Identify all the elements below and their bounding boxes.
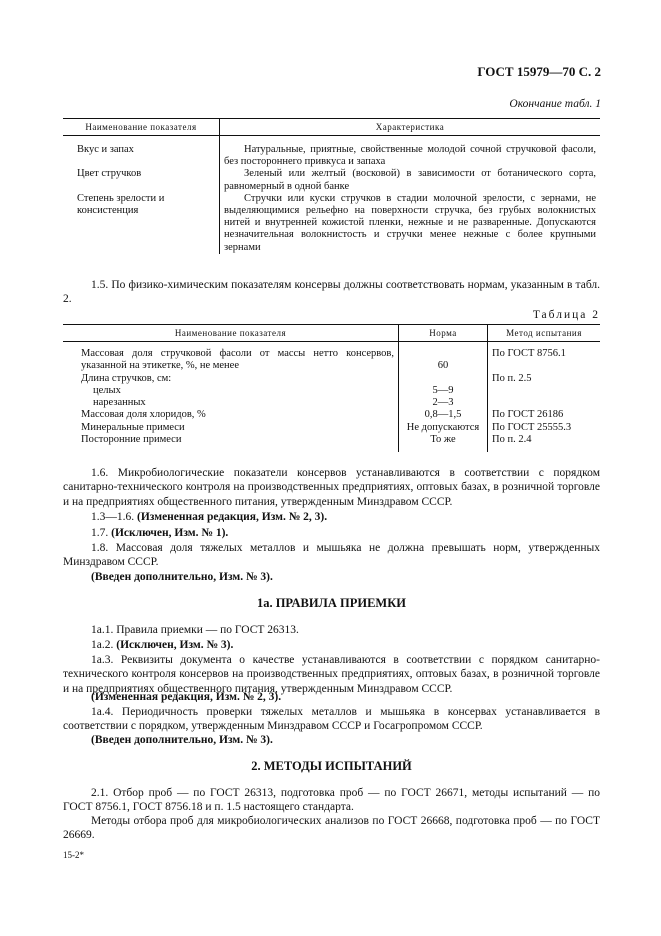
amendment-1-8: (Введен дополнительно, Изм. № 3). [91, 571, 273, 583]
table2-cell-name: Массовая доля хлоридов, % [81, 409, 206, 421]
table-row [63, 434, 600, 452]
table-row [63, 397, 600, 409]
table2-cell-name: Длина стручков, см: [81, 372, 172, 384]
table-1 [63, 118, 600, 254]
table2-cell-norm: 0,8—1,5 [399, 409, 488, 421]
paragraph-1a-2: 1а.2. (Исключен, Изм. № 3). [91, 639, 234, 651]
table2-title: Таблица 2 [532, 309, 600, 321]
paragraph-1a-1: 1а.1. Правила приемки — по ГОСТ 26313. [91, 624, 299, 636]
table2-cell-norm: Не допускаются [399, 422, 488, 434]
table2-cell-norm: 60 [399, 342, 488, 373]
amendment-1a-3: (Измененная редакция, Изм. № 2, 3). [91, 691, 282, 703]
table2-cell-name: Массовая доля стручковой фасоли от массы нетто консервов, указанной на этикетке, %, не менее [81, 348, 394, 372]
paragraph-1-6: 1.6. Микробиологические показатели консервов устанавливаются в соответствии с порядком санитарно-технического контроля на производственных предприятиях, оптовых базах, в розничной торговле и на предприятиях общественного питания, утвержденным Минздравом СССР. [63, 467, 600, 508]
paragraph-1a-3: 1а.3. Реквизиты документа о качестве устанавливаются в соответствии с порядком санитарно-технического контроля консервов на производственных предприятиях, оптовых базах, в розничной торговле и на предприятиях общественного питания, утвержденным Минздравом СССР. [63, 654, 600, 695]
table2-header-name: Наименование показателя [63, 325, 399, 342]
table1-cell-char: Натуральные, приятные, свойственные молодой сочной стручковой фасоли, без постороннего привкуса и запаха [220, 136, 601, 169]
table2-cell-name: Минеральные примеси [81, 421, 185, 433]
table-row [63, 422, 600, 434]
table-row [63, 373, 600, 385]
table2-cell-name: нарезанных [93, 397, 146, 409]
amendment-1a-4: (Введен дополнительно, Изм. № 3). [91, 734, 273, 746]
table2-cell-method: По ГОСТ 8756.1 [488, 342, 601, 373]
table2-cell-method: По п. 2.4 [488, 434, 601, 452]
paragraph-1-7: 1.7. (Исключен, Изм. № 1). [91, 527, 229, 539]
table2-cell-name: Посторонние примеси [81, 434, 182, 446]
paragraph-2-1-b: Методы отбора проб для микробиологических анализов по ГОСТ 26668, подготовка проб — по ГОСТ 26669. [63, 815, 600, 842]
table2-cell-method: По п. 2.5 [488, 373, 601, 385]
table-2 [63, 324, 600, 452]
paragraph-1-5: 1.5. По физико-химическим показателям консервы должны соответствовать нормам, указанным в табл. 2. [63, 279, 600, 306]
table1-cell-name: Степень зрелости и консистенция [77, 192, 165, 217]
table-row [63, 193, 600, 254]
table2-cell-norm [399, 373, 488, 385]
table2-cell-norm: То же [399, 434, 488, 452]
table2-header-norm: Норма [399, 325, 488, 342]
table1-header-name: Наименование показателя [63, 119, 220, 136]
table-row [63, 136, 600, 169]
table2-cell-method: По ГОСТ 26186 [488, 409, 601, 421]
table2-cell-method [488, 397, 601, 409]
table2-cell-norm: 2—3 [399, 397, 488, 409]
table-continuation-label: Окончание табл. 1 [509, 98, 601, 110]
table2-cell-name: целых [93, 384, 121, 396]
table1-header-char: Характеристика [220, 119, 601, 136]
table1-cell-name: Цвет стручков [77, 168, 142, 180]
table2-cell-method [488, 385, 601, 397]
section-2-title: 2. МЕТОДЫ ИСПЫТАНИЙ [251, 759, 412, 773]
paragraph-1a-4: 1а.4. Периодичность проверки тяжелых металлов и мышьяка в консервах устанавливается в соответствии с порядком, утвержденным Минздравом СССР и Госагропромом СССР. [63, 706, 600, 733]
table1-cell-char: Стручки или куски стручков в стадии молочной зрелости, с зернами, не выделяющимися рельефно на поверхности стручка, без грубых волокнистых нитей и внутренней кожистой пленки, нежные и не разваренные. Допускаются незначительная волокнистость и стручки менее нежные с более крупными зернами [220, 193, 601, 254]
table2-cell-norm: 5—9 [399, 385, 488, 397]
table1-cell-char: Зеленый или желтый (восковой) в зависимости от ботанического сорта, равномерный в одной банке [220, 168, 601, 192]
table-row [63, 385, 600, 397]
paragraph-2-1: 2.1. Отбор проб — по ГОСТ 26313, подготовка проб — по ГОСТ 26671, методы испытаний — по ГОСТ 8756.1, ГОСТ 8756.18 и п. 1.5 настоящего стандарта. [63, 787, 600, 814]
table-row [63, 409, 600, 421]
table2-cell-method: По ГОСТ 25555.3 [488, 422, 601, 434]
page-footer-mark: 15-2* [63, 850, 84, 860]
amendment-1-3-1-6: 1.3—1.6. (Измененная редакция, Изм. № 2, 3). [91, 511, 328, 523]
page-header: ГОСТ 15979—70 С. 2 [477, 64, 601, 79]
table-row [63, 342, 600, 373]
table1-cell-name: Вкус и запах [77, 144, 134, 155]
table-row [63, 168, 600, 192]
section-1a-title: 1а. ПРАВИЛА ПРИЕМКИ [256, 596, 407, 610]
paragraph-1-8: 1.8. Массовая доля тяжелых металлов и мышьяка не должна превышать норм, утвержденных Минздравом СССР. [63, 542, 600, 569]
table2-header-method: Метод испытания [488, 325, 601, 342]
